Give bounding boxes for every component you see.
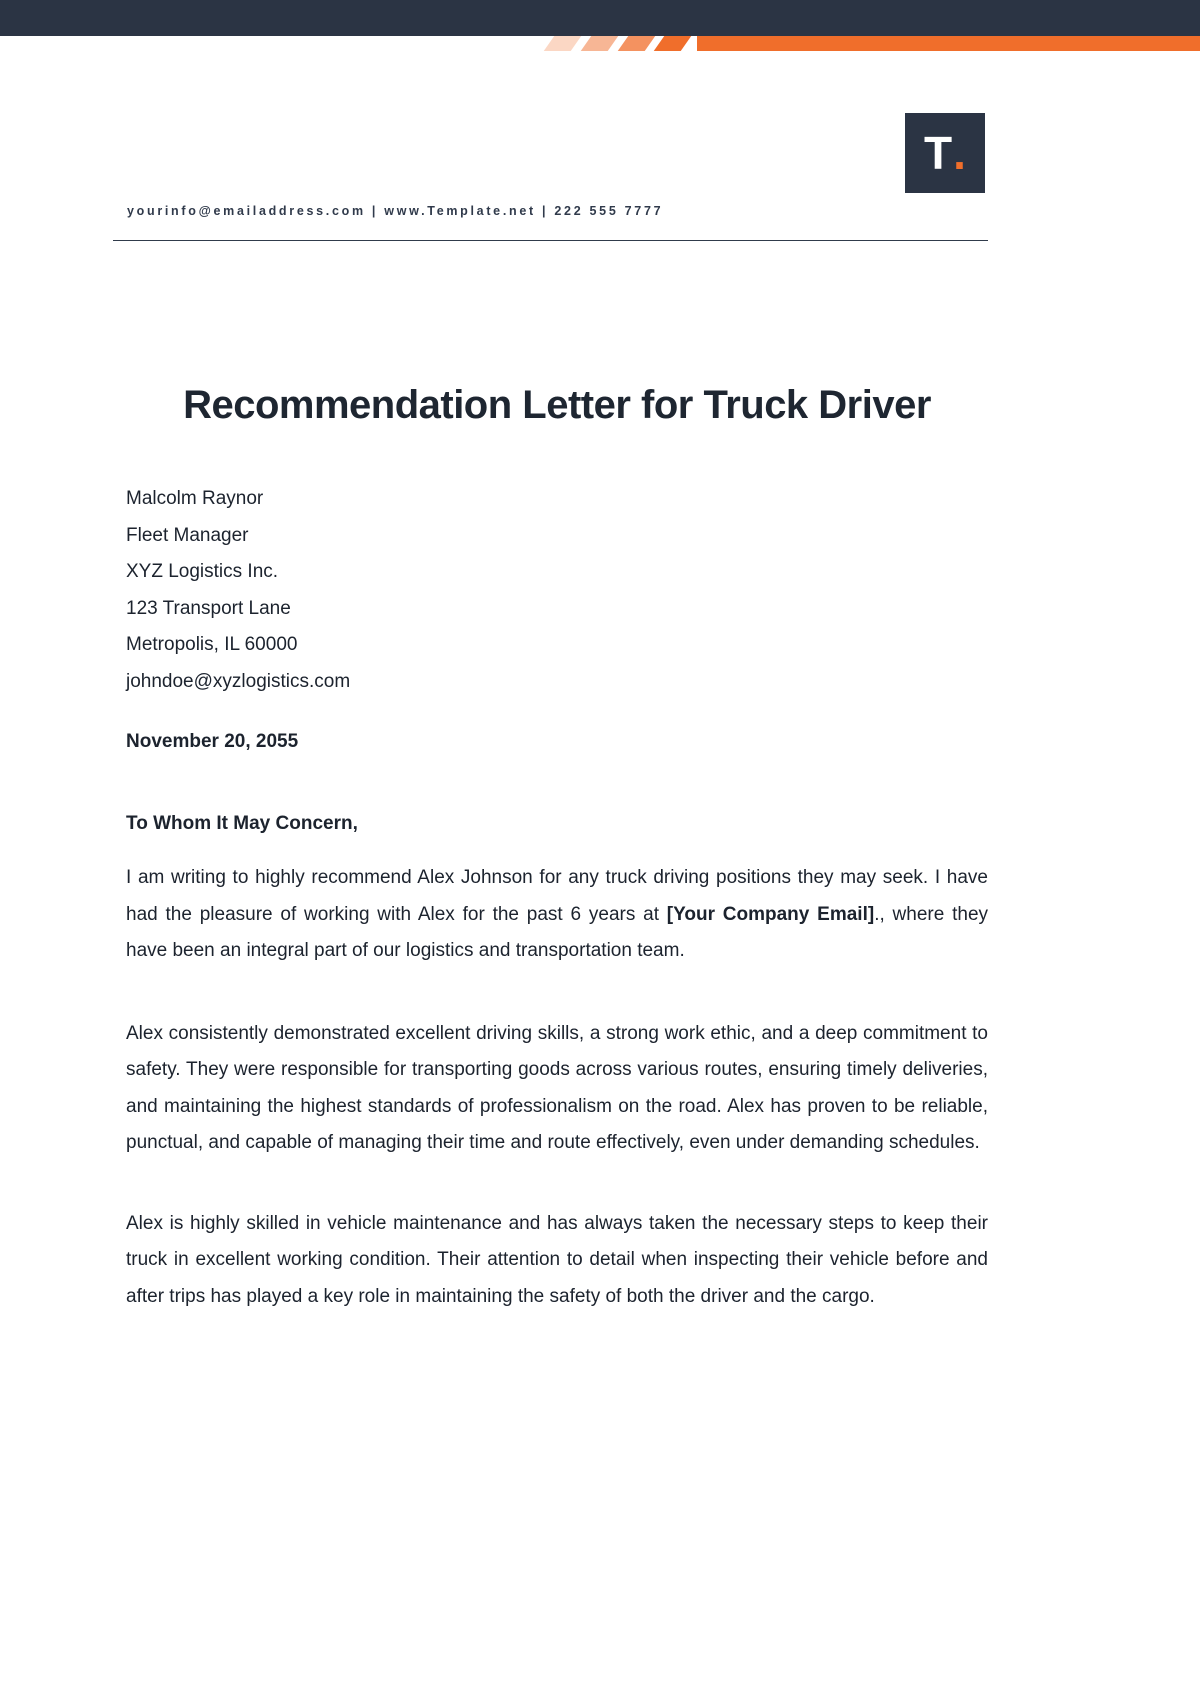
sender-block bbox=[126, 481, 988, 700]
orange-stripe-3 bbox=[618, 36, 656, 51]
letterhead bbox=[113, 51, 988, 241]
orange-stripe-1 bbox=[544, 36, 582, 51]
paragraph-1 bbox=[126, 860, 988, 970]
contact-line: yourinfo@emailaddress.com | www.Template.net | 222 555 7777 bbox=[127, 204, 664, 218]
letter-date: November 20, 2055 bbox=[126, 731, 299, 752]
sender-name: Malcolm Raynor bbox=[126, 488, 264, 509]
orange-stripe-2 bbox=[581, 36, 619, 51]
brand-logo bbox=[905, 113, 985, 193]
paragraph-1-text-after: ., where they have been an integral part of our logistics and transportation team. bbox=[126, 903, 989, 961]
logo-dot: . bbox=[953, 127, 966, 179]
navy-bar bbox=[0, 0, 1200, 36]
orange-stripe-4 bbox=[654, 36, 692, 51]
letter-title: Recommendation Letter for Truck Driver bbox=[183, 383, 931, 427]
sender-role: Fleet Manager bbox=[126, 524, 249, 546]
letter-body bbox=[126, 381, 988, 1315]
salutation: To Whom It May Concern, bbox=[126, 813, 358, 834]
orange-bar bbox=[697, 36, 1200, 51]
paragraph-3: Alex is highly skilled in vehicle maintenance and has always taken the necessary steps to keep their truck in excellent working condition. Their attention to detail when inspecting their vehicle before and after trips has played a key role in maintaining the safety of both the driver and the cargo. bbox=[126, 1212, 988, 1307]
top-band bbox=[0, 0, 1200, 51]
sender-email: johndoe@xyzlogistics.com bbox=[126, 670, 351, 692]
sender-city: Metropolis, IL 60000 bbox=[126, 634, 298, 655]
paragraph-1-text: I am writing to highly recommend Alex Johnson for any truck driving positions they may seek. I have had the pleasure of working with Alex for the past 6 years at bbox=[126, 867, 988, 925]
paragraph-2: Alex consistently demonstrated excellent driving skills, a strong work ethic, and a deep commitment to safety. They were responsible for transporting goods across various routes, ensuring timely deliveries, and maintaining the highest standards of professionalism on the road. Alex has proven to be reliable, punctual, and capable of managing their time and route effectively, even under demanding schedules. bbox=[126, 1022, 988, 1153]
sender-company: XYZ Logistics Inc. bbox=[126, 561, 279, 582]
logo-letter: T bbox=[924, 127, 953, 179]
company-email-placeholder: [Your Company Email] bbox=[666, 903, 875, 925]
sender-street: 123 Transport Lane bbox=[126, 597, 291, 619]
